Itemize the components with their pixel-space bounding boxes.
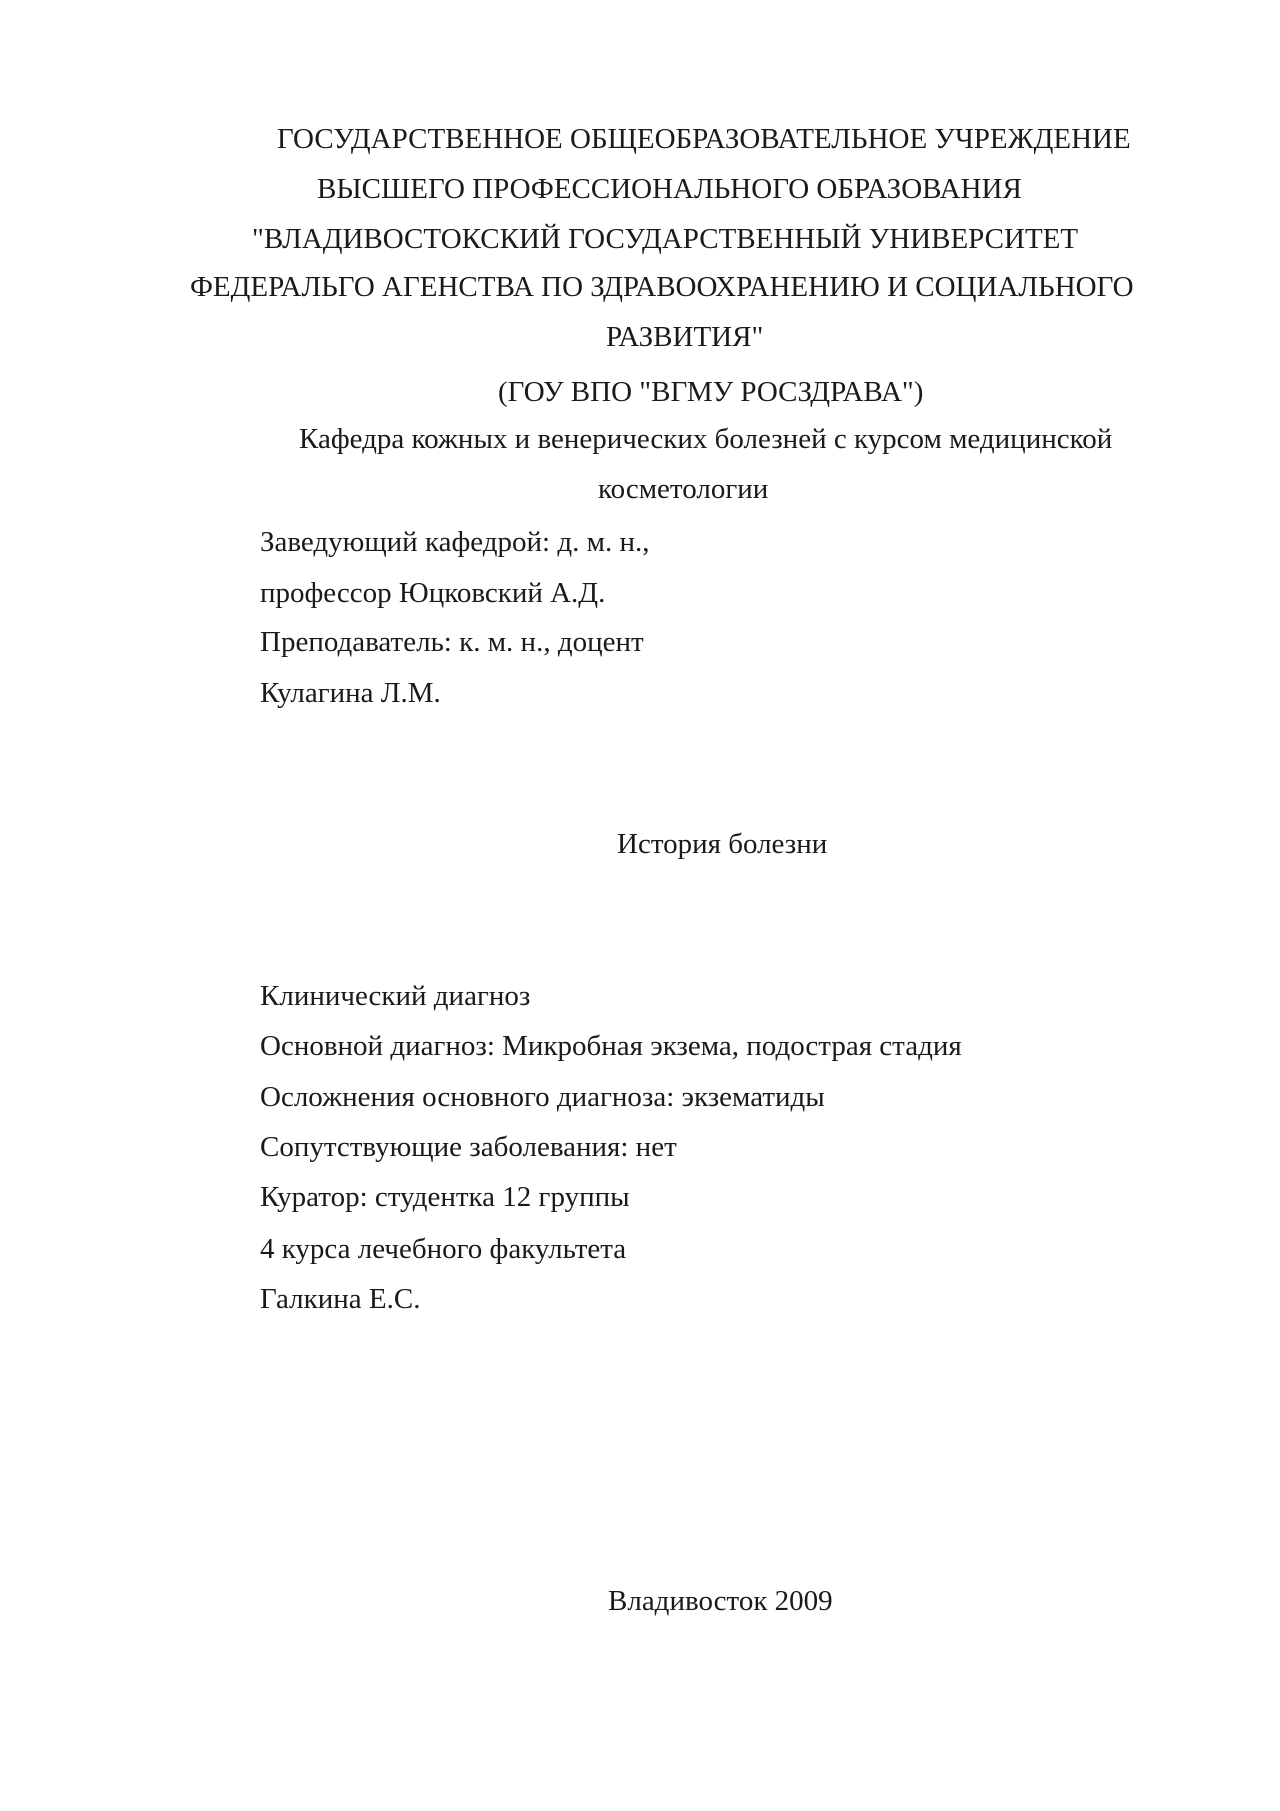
header-line-3: "ВЛАДИВОСТОКСКИЙ ГОСУДАРСТВЕННЫЙ УНИВЕРСИТЕТ bbox=[252, 223, 1079, 255]
header-line-2: ВЫСШЕГО ПРОФЕССИОНАЛЬНОГО ОБРАЗОВАНИЯ bbox=[317, 173, 1022, 205]
department-line-2: косметологии bbox=[598, 473, 769, 505]
concomitant-diseases: Сопутствующие заболевания: нет bbox=[260, 1131, 677, 1163]
header-line-1: ГОСУДАРСТВЕННОЕ ОБЩЕОБРАЗОВАТЕЛЬНОЕ УЧРЕЖДЕНИЕ bbox=[277, 123, 1131, 155]
department-line-1: Кафедра кожных и венерических болезней с курсом медицинской bbox=[299, 423, 1113, 455]
head-of-department-line-2: профессор Юцковский А.Д. bbox=[260, 577, 606, 609]
teacher-line-1: Преподаватель: к. м. н., доцент bbox=[260, 626, 644, 658]
head-of-department-line-1: Заведующий кафедрой: д. м. н., bbox=[260, 526, 650, 558]
complications: Осложнения основного диагноза: экзематиды bbox=[260, 1081, 825, 1113]
header-line-5: РАЗВИТИЯ" bbox=[606, 321, 764, 353]
main-diagnosis: Основной диагноз: Микробная экзема, подострая стадия bbox=[260, 1030, 962, 1062]
document-title: История болезни bbox=[617, 828, 828, 860]
teacher-line-2: Кулагина Л.М. bbox=[260, 677, 441, 709]
curator-name: Галкина Е.С. bbox=[260, 1283, 421, 1315]
city-year: Владивосток 2009 bbox=[608, 1585, 833, 1617]
diagnosis-heading: Клинический диагноз bbox=[260, 980, 531, 1012]
header-line-4: ФЕДЕРАЛЬГО АГЕНСТВА ПО ЗДРАВООХРАНЕНИЮ И СОЦИАЛЬНОГО bbox=[190, 271, 1134, 303]
curator-line-1: Куратор: студентка 12 группы bbox=[260, 1181, 630, 1213]
header-abbreviation: (ГОУ ВПО "ВГМУ РОСЗДРАВА") bbox=[498, 376, 924, 408]
curator-line-2: 4 курса лечебного факультета bbox=[260, 1233, 627, 1265]
